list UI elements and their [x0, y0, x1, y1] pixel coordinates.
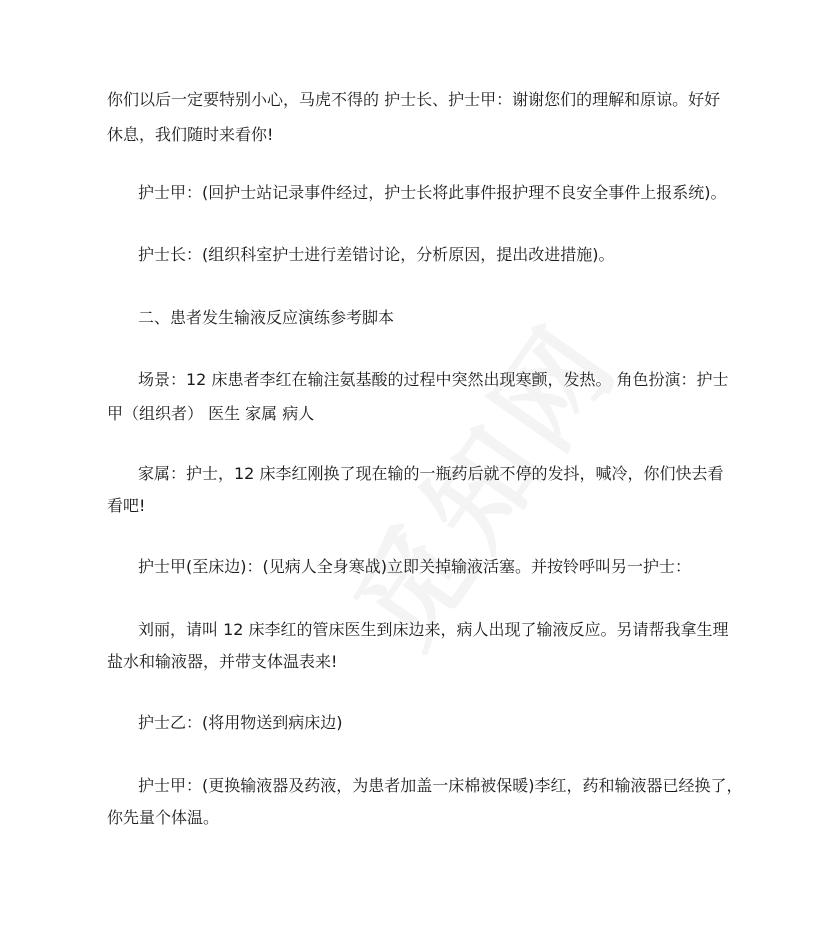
paragraph-line: 你先量个体温。	[107, 808, 220, 827]
paragraph-line: 甲（组织者） 医生 家属 病人	[107, 404, 315, 423]
section-heading: 二、患者发生输液反应演练参考脚本	[138, 308, 395, 327]
paragraph-line: 刘丽，请叫 12 床李红的管床医生到床边来，病人出现了输液反应。另请帮我拿生理	[138, 620, 729, 639]
paragraph-line: 休息，我们随时来看你!	[107, 125, 274, 144]
paragraph-line: 护士甲：(更换输液器及药液，为患者加盖一床棉被保暖)李红，药和输液器已经换了，	[138, 776, 743, 795]
paragraph-line: 护士甲(至床边)：(见病人全身寒战)立即关掉输液活塞。并按铃呼叫另一护士：	[138, 557, 691, 576]
paragraph-line: 你们以后一定要特别小心，马虎不得的 护士长、护士甲：谢谢您们的理解和原谅。好好	[107, 90, 721, 109]
paragraph-line: 护士长：(组织科室护士进行差错讨论，分析原因，提出改进措施)。	[138, 245, 615, 264]
paragraph-line: 盐水和输液器，并带支体温表来!	[107, 652, 338, 671]
paragraph-line: 看吧!	[107, 496, 146, 515]
paragraph-line: 场景：12 床患者李红在输注氨基酸的过程中突然出现寒颤，发热。 角色扮演：护士	[138, 370, 729, 389]
paragraph-line: 护士乙：(将用物送到病床边)	[138, 713, 343, 732]
paragraph-line: 家属：护士，12 床李红刚换了现在输的一瓶药后就不停的发抖，喊冷，你们快去看	[138, 464, 724, 483]
paragraph-line: 护士甲：(回护士站记录事件经过，护士长将此事件报护理不良安全事件上报系统)。	[138, 183, 727, 202]
